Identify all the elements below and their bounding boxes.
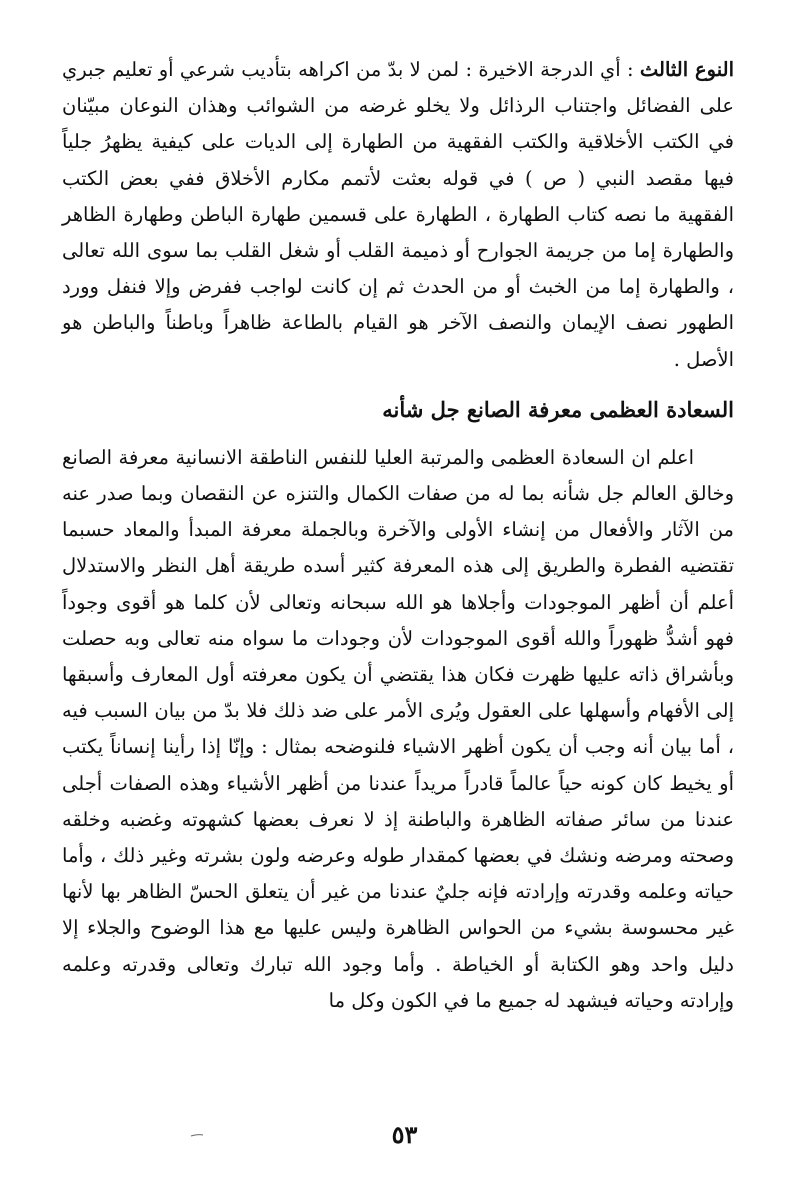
section-heading: السعادة العظمى معرفة الصانع جل شأنه <box>382 396 734 422</box>
stray-mark-icon <box>190 1134 204 1137</box>
page-number: ٥٣ <box>391 1120 418 1149</box>
page-body <box>62 52 734 1019</box>
paragraph-text: : أي الدرجة الاخيرة : لمن لا بدّ من اكراهه بتأديب شرعي أو تعليم جبري على الفضائل واجتناب الرذائل ولا يخلو غرضه من الشوائب وهذان النوعان مبيّنان في الكتب الأخلاقية والكتب الفقهية من الطهارة إلى الديات على كيفية يظهرُ جلياً فيها مقصد النبي ( ص ) في قوله بعثت لأتمم مكارم الأخلاق ففي بعض الكتب الفقهية ما نصه كتاب الطهارة ، الطهارة على قسمين طهارة الباطن وطهارة الظاهر والطهارة إما من جريمة الجوارح أو ذميمة القلب أو شغل القلب بما سوى الله تعالى ، والطهارة إما من الخبث أو من الحدث ثم إن كانت لواجب ففرض وإلا فنفل وورد الطهور نصف الإيمان والنصف الآخر هو القيام بالطاعة ظاهراً وباطناً والباطن هو الأصل . <box>62 58 734 371</box>
paragraph-lead: النوع الثالث <box>639 58 735 81</box>
paragraph-third-type <box>62 52 734 378</box>
paragraph-happiness: اعلم ان السعادة العظمى والمرتبة العليا للنفس الناطقة الانسانية معرفة الصانع وخالق العالم جل شأنه بما له من صفات الكمال والتنزه عن النقصان وبما صدر عنه من الآثار والأفعال من إنشاء الأولى والآخرة وبالجملة معرفة المبدأ والمعاد حسبما تقتضيه الفطرة والطريق إلى هذه المعرفة كثير أسده طريقة أهل النظر والاستدلال أعلم أن أظهر الموجودات وأجلاها هو الله سبحانه وتعالى لأن كلما هو أقوى وجوداً فهو أشدُّ ظهوراً والله أقوى الموجودات لأن وجودات ما سواه منه تعالى وبه حصلت وبأشراق ذاته عليها ظهرت فكان هذا يقتضي أن يكون معرفته أول المعارف وأسبقها إلى الأفهام وأسهلها على العقول ويُرى الأمر على ضد ذلك فلا بدّ من بيان السبب فيه ، أما بيان أنه وجب أن يكون أظهر الاشياء فلنوضحه بمثال : وإنّا إذا رأينا إنساناً يكتب أو يخيط كان كونه حياً عالماً قادراً مريداً عندنا من أظهر الأشياء وهذه الصفات أجلى عندنا من سائر صفاته الظاهرة والباطنة إذ لا نعرف بعضها كشهوته وغضبه وخلقه وصحته ومرضه ونشك في بعضها كمقدار طوله وعرضه ولون بشرته وغير ذلك ، وأما حياته وعلمه وقدرته وإرادته فإنه جليٌ عندنا من غير أن يتعلق الحسّ الظاهر بها لأنها غير محسوسة بشيء من الحواس الظاهرة وليس عليها مع هذا الوضوح والجلاء إلا دليل واحد وهو الكتابة أو الخياطة . وأما وجود الله تبارك وتعالى وقدرته وعلمه وإرادته وحياته فيشهد له جميع ما في الكون وكل ما <box>62 445 734 1012</box>
